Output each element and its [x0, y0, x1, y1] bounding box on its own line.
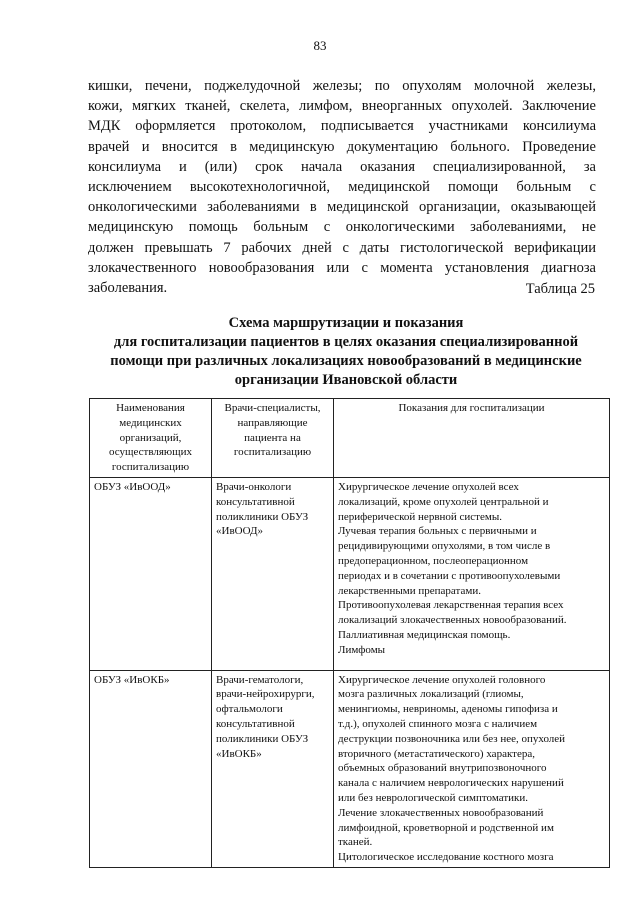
cell-line: Врачи-онкологи: [216, 480, 292, 493]
paragraph-line: заболевания.: [88, 279, 168, 296]
table-heading: [60, 314, 632, 390]
cell-line: периферической нервной системы.: [338, 510, 502, 523]
cell-line: Лучевая терапия больных с первичными и: [338, 525, 537, 538]
cell-line: вторичного (метастатического) характера,: [338, 747, 535, 760]
paragraph-line: врачей и вносится в медицинскую документацию больного. Проведение: [88, 138, 596, 155]
cell-line: Лечение злокачественных новообразований: [338, 806, 544, 819]
paragraph-line: кожи, мягких тканей, скелета, лимфом, внеорганных опухолей. Заключение: [88, 98, 596, 115]
page-number: 83: [313, 38, 327, 53]
cell-line: т.д.), опухолей спинного мозга с наличием: [338, 717, 538, 730]
cell-line: лекарственными препаратами.: [338, 584, 481, 597]
cell-line: рецидивирующими опухолями, в том числе в: [338, 540, 551, 553]
heading-line: помощи при различных локализациях новообразований в медицинские: [110, 353, 582, 369]
cell-line: поликлиники ОБУЗ: [216, 732, 309, 745]
paragraph-line: медицинскую помощь больным с онкологическими заболеваниями, не: [88, 219, 596, 236]
cell-line: периодах и в сочетании с противоопухолевыми: [338, 569, 561, 582]
cell-line: Паллиативная медицинская помощь.: [338, 628, 511, 641]
heading-line: организации Ивановской области: [234, 372, 458, 388]
cell-line: менингиомы, невриномы, аденомы гипофиза и: [338, 703, 558, 716]
paragraph-line: консилиума и (или) срок начала оказания специализированной, за: [88, 158, 596, 175]
header-indications: [334, 399, 610, 478]
header-line: госпитализацию: [111, 461, 190, 474]
heading-line: Схема маршрутизации и показания: [228, 315, 464, 331]
cell-line: ОБУЗ «ИвОКБ»: [94, 673, 170, 686]
cell-line: Врачи-гематологи,: [216, 673, 304, 686]
cell-line: поликлиники ОБУЗ: [216, 510, 309, 523]
paragraph-line: должен превышать 7 рабочих дней с даты гистологической верификации: [88, 239, 596, 256]
heading-line: для госпитализации пациентов в целях оказания специализированной: [113, 334, 579, 350]
table-row: [90, 670, 610, 867]
header-line: осуществляющих: [109, 446, 192, 459]
header-line: Наименования: [116, 402, 185, 414]
cell-organization: [90, 477, 212, 670]
cell-line: локализаций злокачественных новообразований.: [338, 614, 567, 627]
cell-line: консультативной: [216, 495, 295, 508]
table-header-row: [90, 399, 610, 478]
paragraph-line: исключением высокотехнологичной, медицинской помощи больным с: [88, 178, 596, 195]
cell-line: «ИвОКБ»: [216, 747, 262, 760]
cell-line: Хирургическое лечение опухолей головного: [338, 673, 546, 686]
cell-line: врачи-нейрохирурги,: [216, 688, 315, 701]
table-row: [90, 477, 610, 670]
table-label: Таблица 25: [525, 281, 595, 297]
cell-line: ОБУЗ «ИвООД»: [94, 480, 171, 493]
cell-doctors: [212, 477, 334, 670]
cell-indications: [334, 670, 610, 867]
paragraph-line: злокачественного новообразования или с момента установления диагноза: [88, 259, 596, 276]
cell-line: канала с наличием неврологических нарушений: [338, 777, 564, 790]
cell-indications: [334, 477, 610, 670]
header-line: госпитализацию: [233, 446, 312, 459]
header-line: организаций,: [119, 431, 182, 444]
cell-organization: [90, 670, 212, 867]
header-line: Показания для госпитализации: [398, 402, 545, 414]
routing-table: [89, 398, 610, 868]
header-line: Врачи-специалисты,: [224, 402, 321, 414]
cell-line: Хирургическое лечение опухолей всех: [338, 480, 519, 493]
header-line: направляющие: [237, 416, 308, 429]
cell-line: мозга различных локализаций (глиомы,: [338, 688, 524, 701]
paragraph-line: онкологическими заболеваниями в медицинской организации, оказывающей: [88, 199, 596, 216]
cell-line: объемных образований внутрипозвоночного: [338, 762, 547, 775]
cell-line: офтальмологи: [216, 703, 283, 716]
cell-doctors: [212, 670, 334, 867]
cell-line: или без неврологической симптоматики.: [338, 791, 529, 804]
header-line: пациента на: [244, 431, 301, 444]
cell-spacer: [338, 658, 605, 668]
cell-line: тканей.: [338, 836, 373, 849]
body-paragraph: [88, 76, 596, 298]
header-doctors: [212, 399, 334, 478]
cell-line: предоперационном, послеоперационном: [338, 554, 529, 567]
header-organizations: [90, 399, 212, 478]
cell-line: Противоопухолевая лекарственная терапия всех: [338, 599, 564, 612]
paragraph-line: кишки, печени, поджелудочной железы; по опухолям молочной железы,: [88, 78, 596, 94]
cell-line: лимфоидной, кроветворной и родственной им: [338, 821, 554, 834]
cell-line: Цитологическое исследование костного мозга: [338, 851, 554, 864]
header-line: медицинских: [119, 416, 182, 429]
cell-line: деструкции позвоночника или без нее, опухолей: [338, 732, 566, 745]
cell-line: «ИвООД»: [216, 525, 263, 538]
paragraph-line: МДК оформляется протоколом, подписывается участниками консилиума: [88, 118, 596, 135]
cell-line: Лимфомы: [338, 643, 386, 656]
cell-line: локализаций, кроме опухолей центральной и: [338, 495, 549, 508]
cell-line: консультативной: [216, 717, 295, 730]
